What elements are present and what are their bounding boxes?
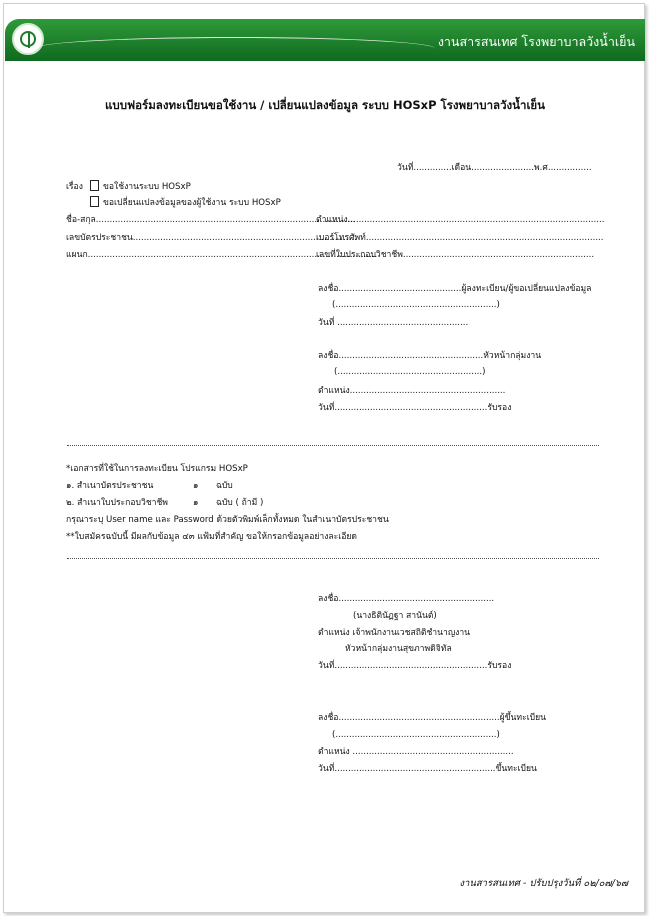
footer-text: งานสารสนเทศ - ปรับปรุงวันที่ ๐๒/๐๗/๖๗	[459, 878, 628, 889]
option-1-checkbox[interactable]	[90, 180, 99, 191]
doc-2-name: ๒. สำเนาใบประกอบวิชาชีพ	[66, 498, 168, 508]
note-2: **ใบสมัครฉบับนี้ มีผลกับข้อมูล ๔๓ แฟ้มที่สำคัญ ขอให้กรอกข้อมูลอย่างละเอียด	[66, 532, 358, 542]
applicant-date-line[interactable]: วันที่ ................................................	[318, 318, 469, 328]
divider-2	[67, 558, 599, 559]
registrar-sign-line[interactable]: ลงชื่อ...........................................................ผู้ขึ้นทะเบียน	[318, 713, 546, 723]
phone-field[interactable]: เบอร์โทรศัพท์.......................................................................................	[316, 233, 604, 243]
documents-heading: *เอกสารที่ใช้ในการลงทะเบียน โปรแกรม HOSxP	[66, 464, 248, 474]
approver-sign-line[interactable]: ลงชื่อ.........................................................	[318, 594, 495, 604]
page-frame	[3, 3, 645, 913]
form-title: แบบฟอร์มลงทะเบียนขอใช้งาน / เปลี่ยนแปลงข้อมูล ระบบ HOSxP โรงพยาบาลวังน้ำเย็น	[104, 98, 545, 112]
head-date-line[interactable]: วันที่........................................................รับรอง	[318, 403, 512, 413]
option-1-label: ขอใช้งานระบบ HOSxP	[103, 182, 191, 192]
license-field[interactable]: เลขที่ใบประกอบวิชาชีพ......................................................................	[316, 250, 595, 260]
head-position-line[interactable]: ตำแหน่ง.........................................................	[318, 386, 506, 396]
subject-label: เรื่อง	[66, 182, 83, 192]
divider-1	[67, 445, 599, 446]
head-name-line[interactable]: (.....................................................)	[334, 367, 486, 377]
option-2-checkbox[interactable]	[90, 196, 99, 207]
doc-2-unit: ฉบับ ( ถ้ามี )	[216, 498, 264, 508]
head-sign-line[interactable]: ลงชื่อ.....................................................หัวหน้ากลุ่มงาน	[318, 351, 542, 361]
decorative-swoosh	[35, 37, 435, 60]
doc-1-unit: ฉบับ	[216, 481, 233, 491]
department-field[interactable]: แผนก..........................................................................................................	[66, 250, 378, 260]
registrar-name-line[interactable]: (...........................................................)	[332, 730, 500, 740]
note-1: กรุณาระบุ User name และ Password ด้วยตัวพิมพ์เล็กทั้งหมด ในสำเนาบัตรประชาชน	[66, 515, 389, 525]
applicant-sign-line[interactable]: ลงชื่อ.............................................ผู้ลงทะเบียน/ผู้ขอเปลี่ยนแปลงข้อมูล	[318, 284, 592, 294]
approver-name: (นางธิตินัฏฐา สานันต์)	[353, 611, 437, 621]
approver-position: ตำแหน่ง เจ้าพนักงานเวชสถิติชำนาญงาน	[318, 628, 471, 638]
approver-role: หัวหน้ากลุ่มงานสุขภาพดิจิทัล	[345, 644, 452, 654]
name-field[interactable]: ชื่อ-สกุล...............................................................................................	[66, 215, 356, 225]
header-banner	[5, 19, 645, 61]
registrar-date-line[interactable]: วันที่...........................................................ขึ้นทะเบียน	[318, 764, 537, 774]
doc-1-qty: ๑	[193, 481, 199, 491]
doc-2-qty: ๑	[193, 498, 199, 508]
date-line[interactable]: วันที่..............เดือน.......................พ.ศ................	[397, 163, 592, 173]
id-card-field[interactable]: เลขบัตรประชาชน..................................................................................	[66, 233, 357, 243]
option-2-label: ขอเปลี่ยนแปลงข้อมูลของผู้ใช้งาน ระบบ HOSxP	[103, 198, 281, 208]
registrar-position-line[interactable]: ตำแหน่ง ...........................................................	[318, 747, 514, 757]
doc-1-name: ๑. สำเนาบัตรประชาชน	[66, 481, 154, 491]
header-title: งานสารสนเทศ โรงพยาบาลวังน้ำเย็น	[437, 34, 635, 49]
approver-date-line[interactable]: วันที่........................................................รับรอง	[318, 661, 512, 671]
applicant-name-line[interactable]: (...........................................................)	[332, 300, 500, 310]
position-field[interactable]: ตำแหน่ง..............................................................................................	[316, 215, 605, 225]
